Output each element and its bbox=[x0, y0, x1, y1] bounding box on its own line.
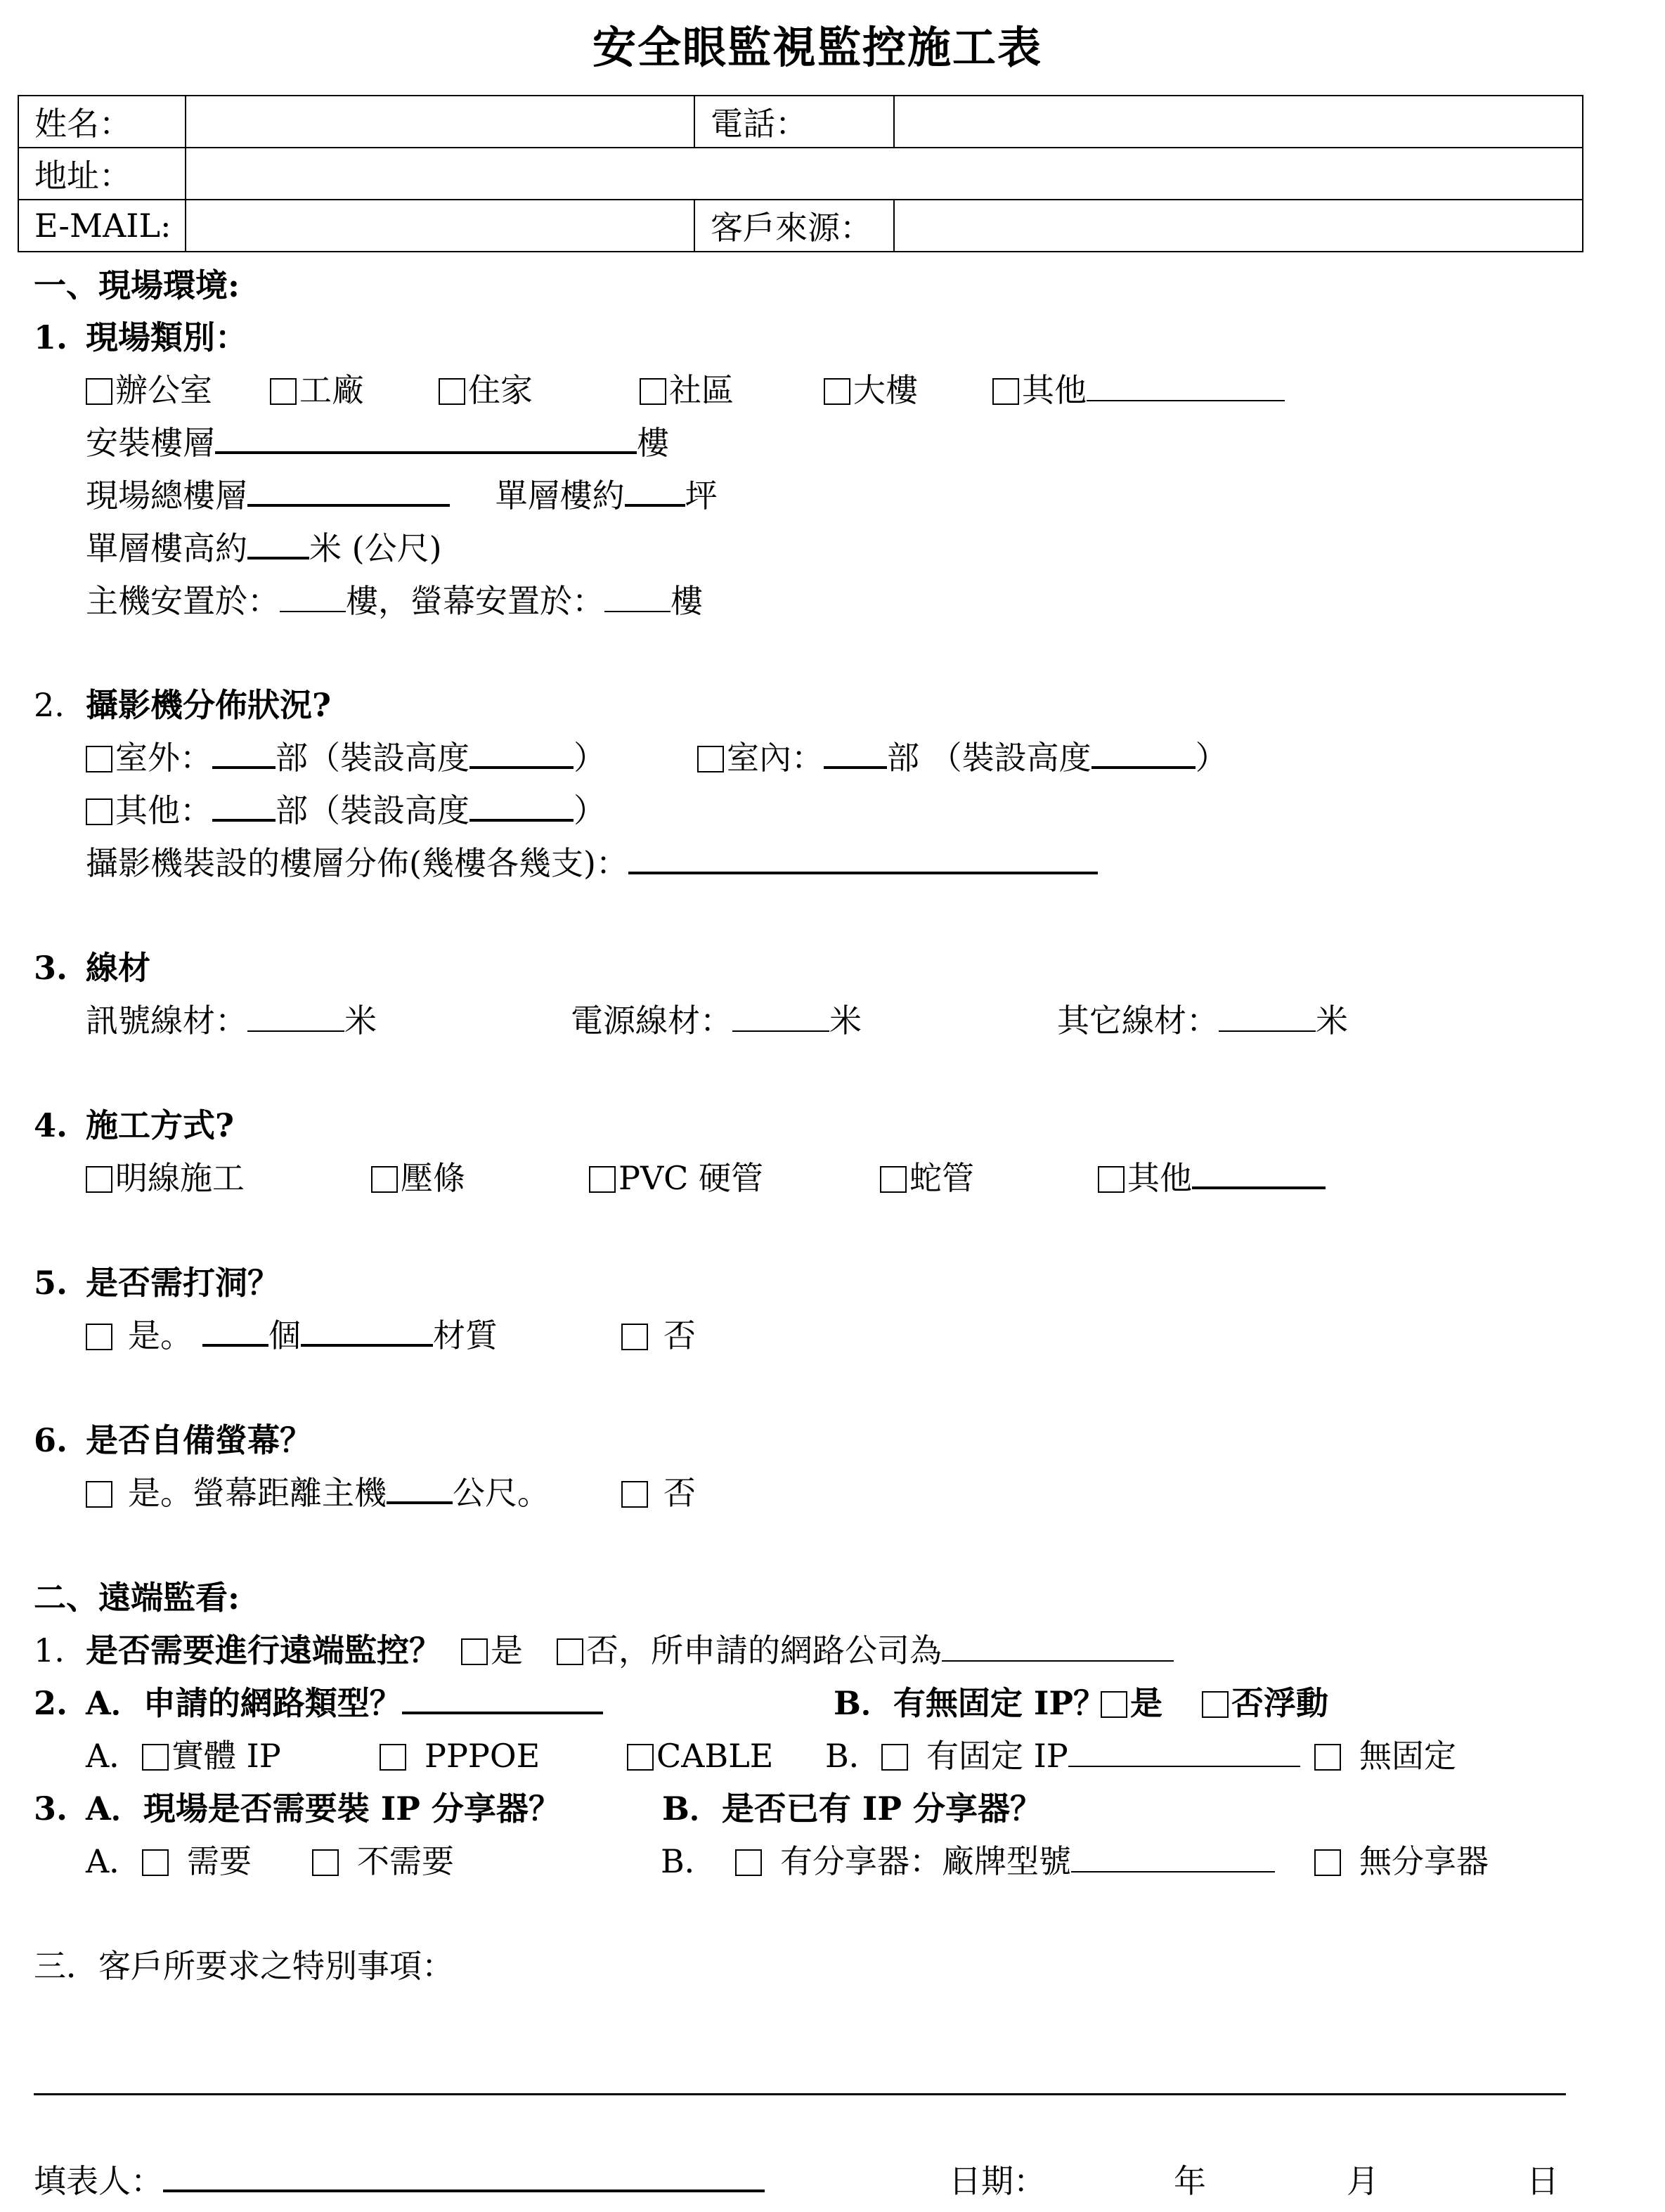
checkbox-icon bbox=[992, 378, 1019, 405]
checkbox-monitor-no[interactable]: 否 bbox=[621, 1468, 696, 1518]
checkbox-icon bbox=[371, 1166, 398, 1193]
total-floor-blank[interactable] bbox=[247, 473, 450, 507]
checkbox-icon bbox=[439, 378, 465, 405]
q6-title: 是否自備螢幕？ bbox=[86, 1421, 312, 1459]
day-label: 日 bbox=[1527, 2162, 1559, 2200]
outdoor-count-blank[interactable] bbox=[212, 735, 276, 769]
checkbox-method-other[interactable]: 其他 bbox=[1098, 1153, 1326, 1203]
name-field[interactable] bbox=[186, 96, 694, 148]
filler-label: 填表人： bbox=[34, 2162, 163, 2200]
form-page: 安全眼監視監控施工表 姓名： 電話： 地址： E-MAIL: 客戶來源： 一、現場環境: 1. 現場類別： 辦公室 工廠 住家 社區 大樓 其他 安裝樓層 樓 現場總樓層 單層樓約 坪 單層樓高約 米 (公尺) 主機安置於： 樓，螢幕安置於： 樓 2. 攝影機分佈狀況? 室外： 部（裝設高度 ） 室內： 部 （裝設高度 ） 其他： 部（裝設高度 ） 攝影機裝設的樓層分佈(幾樓各幾支)： 3. 線材 訊號線材： 米 電源線材： 米 其它線材： 米 4. 施工方式? 明線施工 壓條 PVC 硬管 蛇管 其他 5. 是否需打洞？ 是。 個 材質 否 6. 是否自備螢幕？ 是。螢幕距離主機 公尺。 否 二、遠端監看: 1. 是否需要進行遠端監控？ 是 否，所申請的網路公司為 2. A．申請的網路類型？ B．有無固定 IP？ 是 否浮動 A． 實體 IP PPPOE CABLE B． 有固定 IP 無固定 3. A．現場是否需要裝 IP 分享器？ B．是否已有 IP 分享器？ A． 需要 不需要 B． 有分享器：廠牌型號 無分享器 三．客戶所要求之特別事項： 填表人： 日期： 年 月 日 bbox=[0, 0, 1665, 2212]
checkbox-pppoe[interactable]: PPPOE bbox=[380, 1731, 540, 1780]
checkbox-has-router[interactable]: 有分享器：廠牌型號 bbox=[735, 1837, 1275, 1886]
other-height-blank[interactable] bbox=[469, 788, 574, 822]
floor-info-row: 現場總樓層 單層樓約 坪 bbox=[86, 471, 718, 520]
section2-heading: 二、遠端監看: bbox=[34, 1579, 240, 1617]
filler-blank[interactable] bbox=[163, 2159, 765, 2192]
host-location-row: 主機安置於： 樓，螢幕安置於： 樓 bbox=[86, 576, 703, 626]
checkbox-icon bbox=[461, 1638, 488, 1665]
power-cable-blank[interactable] bbox=[732, 1000, 829, 1032]
indoor-height-blank[interactable] bbox=[1091, 735, 1196, 769]
router-model-blank[interactable] bbox=[1071, 1840, 1275, 1873]
screen-floor-blank[interactable] bbox=[604, 580, 670, 612]
q1-number: 1. bbox=[34, 318, 68, 356]
email-field[interactable] bbox=[186, 200, 694, 252]
checkbox-icon bbox=[557, 1638, 583, 1665]
section3-heading: 三．客戶所要求之特別事項： bbox=[34, 1947, 454, 1985]
host-floor-blank[interactable] bbox=[280, 580, 346, 612]
checkbox-icon bbox=[881, 1744, 908, 1771]
q2-title: 攝影機分佈狀況? bbox=[86, 686, 331, 724]
checkbox-icon bbox=[142, 1744, 169, 1771]
checkbox-icon bbox=[86, 1481, 112, 1508]
isp-blank[interactable] bbox=[942, 1629, 1174, 1662]
checkbox-icon bbox=[697, 746, 724, 772]
year-label: 年 bbox=[1174, 2162, 1206, 2200]
floor-height-blank[interactable] bbox=[247, 526, 309, 560]
checkbox-building[interactable]: 大樓 bbox=[824, 366, 918, 415]
q6-number: 6. bbox=[34, 1421, 68, 1459]
checkbox-router-need[interactable]: 需要 bbox=[142, 1837, 252, 1886]
checkbox-trunking[interactable]: 壓條 bbox=[371, 1153, 465, 1203]
checkbox-camera-other[interactable]: 其他： bbox=[86, 791, 212, 829]
phone-label: 電話： bbox=[694, 96, 894, 148]
checkbox-pvc[interactable]: PVC 硬管 bbox=[589, 1153, 763, 1203]
checkbox-drill-no[interactable]: 否 bbox=[621, 1311, 696, 1360]
source-field[interactable] bbox=[894, 200, 1583, 252]
checkbox-fixedip-yes[interactable]: 是 bbox=[1101, 1679, 1162, 1728]
camera-other-row: 其他： 部（裝設高度 ） bbox=[86, 786, 606, 835]
checkbox-home[interactable]: 住家 bbox=[439, 366, 533, 415]
hole-count-blank[interactable] bbox=[202, 1313, 268, 1347]
email-label: E-MAIL: bbox=[18, 200, 186, 252]
checkbox-icon bbox=[1314, 1744, 1341, 1771]
checkbox-icon bbox=[621, 1481, 648, 1508]
checkbox-icon bbox=[312, 1849, 339, 1876]
checkbox-exposed[interactable]: 明線施工 bbox=[86, 1153, 245, 1203]
checkbox-icon bbox=[640, 378, 666, 405]
checkbox-icon bbox=[1101, 1691, 1127, 1718]
checkbox-icon bbox=[86, 1324, 112, 1350]
network-type-blank[interactable] bbox=[402, 1681, 603, 1714]
checkbox-icon bbox=[270, 378, 297, 405]
customer-info-table bbox=[18, 95, 1583, 252]
address-field[interactable] bbox=[186, 148, 1583, 200]
checkbox-community[interactable]: 社區 bbox=[640, 366, 734, 415]
checkbox-fixedip-no[interactable]: 否浮動 bbox=[1202, 1679, 1328, 1728]
hole-material-blank[interactable] bbox=[301, 1313, 433, 1347]
name-label: 姓名： bbox=[18, 96, 186, 148]
checkbox-no-fixed-ip[interactable]: 無固定 bbox=[1314, 1731, 1456, 1780]
q4-number: 4. bbox=[34, 1106, 68, 1144]
section1-heading: 一、現場環境: bbox=[34, 266, 240, 304]
checkbox-icon bbox=[86, 1166, 112, 1193]
checkbox-drill-yes[interactable]: 是。 bbox=[86, 1311, 193, 1360]
page-title: 安全眼監視監控施工表 bbox=[592, 22, 1042, 73]
method-other-blank[interactable] bbox=[1192, 1156, 1326, 1189]
checkbox-icon bbox=[880, 1166, 907, 1193]
checkbox-icon bbox=[1202, 1691, 1229, 1718]
q5-title: 是否需打洞？ bbox=[86, 1264, 280, 1302]
floor-area-blank[interactable] bbox=[625, 473, 685, 507]
checkbox-icon bbox=[589, 1166, 616, 1193]
checkbox-icon bbox=[621, 1324, 648, 1350]
other-cable-blank[interactable] bbox=[1219, 1000, 1316, 1032]
q3-number: 3. bbox=[34, 949, 68, 987]
checkbox-icon bbox=[86, 746, 112, 772]
checkbox-physical-ip[interactable]: 實體 IP bbox=[142, 1731, 281, 1780]
checkbox-cable[interactable]: CABLE bbox=[627, 1731, 773, 1780]
checkbox-remote-no[interactable]: 否，所申請的網路公司為 bbox=[557, 1626, 1174, 1675]
checkbox-icon bbox=[627, 1744, 654, 1771]
checkbox-indoor[interactable]: 室內： 部 （裝設高度 ） bbox=[697, 733, 1228, 782]
checkbox-no-router[interactable]: 無分享器 bbox=[1314, 1837, 1489, 1886]
checkbox-office[interactable]: 辦公室 bbox=[86, 366, 212, 415]
q4-title: 施工方式? bbox=[86, 1106, 234, 1144]
checkbox-monitor-yes[interactable]: 是。螢幕距離主機 公尺。 bbox=[86, 1468, 550, 1518]
month-label: 月 bbox=[1347, 2162, 1379, 2200]
q2-number: 2. bbox=[34, 686, 65, 724]
q5-number: 5. bbox=[34, 1264, 68, 1302]
address-label: 地址： bbox=[18, 148, 186, 200]
distribution-blank[interactable] bbox=[628, 841, 1098, 874]
q3-title: 線材 bbox=[86, 949, 150, 987]
camera-distribution-row: 攝影機裝設的樓層分佈(幾樓各幾支)： bbox=[86, 839, 1098, 888]
indoor-count-blank[interactable] bbox=[824, 735, 887, 769]
checkbox-icon bbox=[1098, 1166, 1125, 1193]
install-floor-blank[interactable] bbox=[215, 420, 637, 454]
checkbox-icon bbox=[380, 1744, 406, 1771]
other-count-blank[interactable] bbox=[212, 788, 276, 822]
outdoor-height-blank[interactable] bbox=[469, 735, 574, 769]
source-label: 客戶來源： bbox=[694, 200, 894, 252]
checkbox-router-no-need[interactable]: 不需要 bbox=[312, 1837, 454, 1886]
checkbox-outdoor[interactable]: 室外： 部（裝設高度 ） bbox=[86, 733, 606, 782]
checkbox-factory[interactable]: 工廠 bbox=[270, 366, 364, 415]
date-label: 日期： bbox=[949, 2162, 1046, 2200]
floor-height-row: 單層樓高約 米 (公尺) bbox=[86, 524, 442, 573]
checkbox-flex-conduit[interactable]: 蛇管 bbox=[880, 1153, 974, 1203]
checkbox-icon bbox=[86, 798, 112, 825]
fixed-ip-blank[interactable] bbox=[1068, 1735, 1300, 1767]
install-floor-row: 安裝樓層 樓 bbox=[86, 418, 669, 467]
checkbox-icon bbox=[735, 1849, 762, 1876]
special-requests-line[interactable] bbox=[34, 2093, 1566, 2095]
other-type-blank[interactable] bbox=[1087, 369, 1285, 401]
checkbox-other[interactable]: 其他 bbox=[992, 366, 1285, 415]
checkbox-remote-yes[interactable]: 是 bbox=[461, 1626, 523, 1675]
checkbox-has-fixed-ip[interactable]: 有固定 IP bbox=[881, 1731, 1300, 1780]
checkbox-icon bbox=[142, 1849, 169, 1876]
q1-title: 現場類別： bbox=[86, 318, 247, 356]
checkbox-icon bbox=[1314, 1849, 1341, 1876]
checkbox-icon bbox=[824, 378, 850, 405]
checkbox-icon bbox=[86, 378, 112, 405]
phone-field[interactable] bbox=[894, 96, 1583, 148]
signal-cable-blank[interactable] bbox=[247, 1000, 344, 1032]
monitor-distance-blank[interactable] bbox=[387, 1470, 453, 1504]
